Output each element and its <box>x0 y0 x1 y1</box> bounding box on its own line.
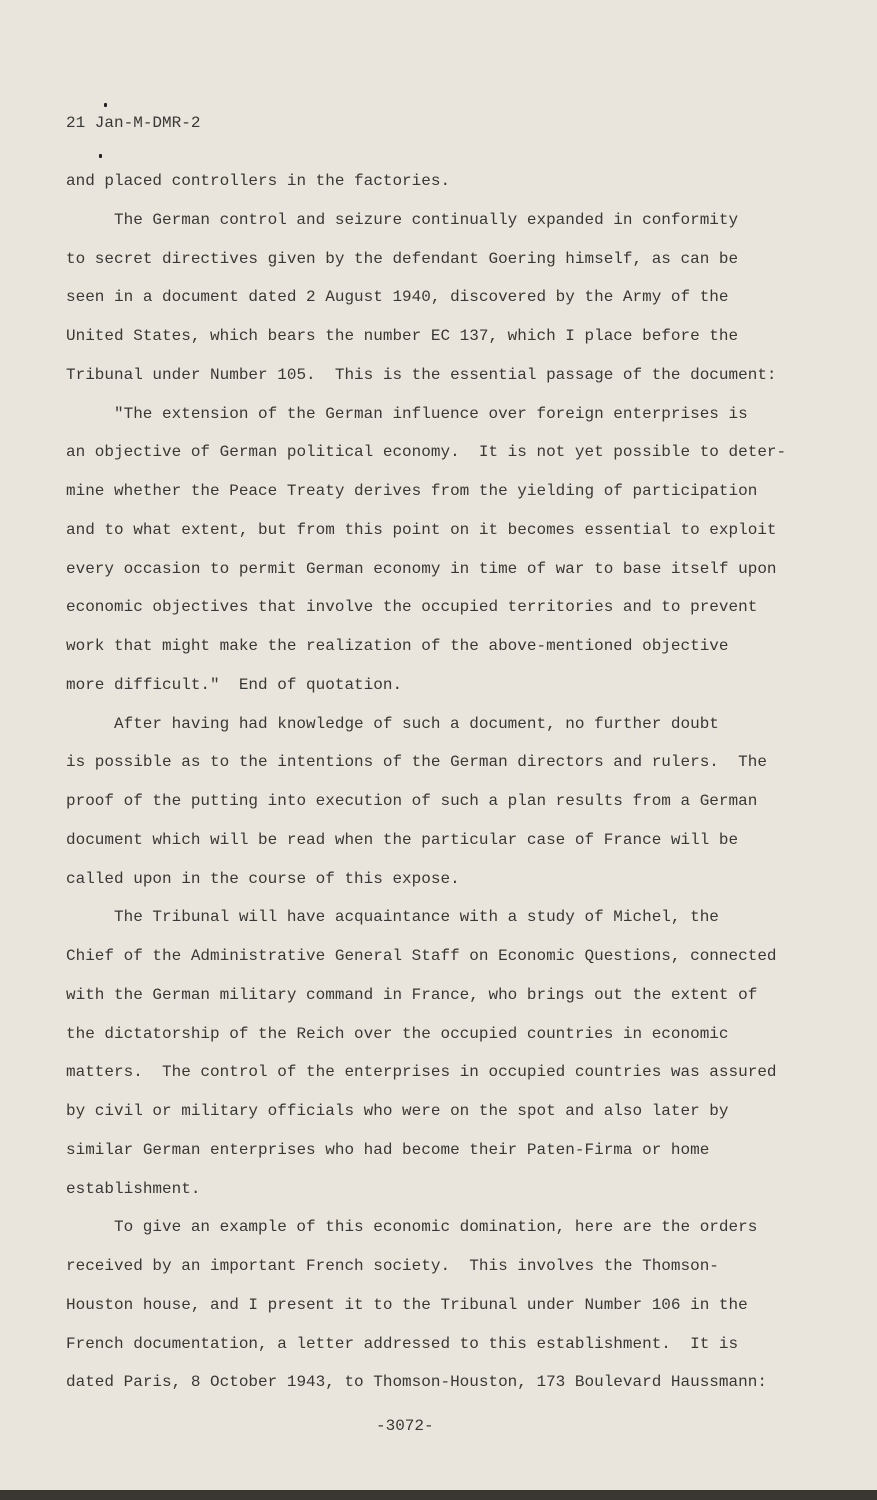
text-line: the dictatorship of the Reich over the occupied countries in economic <box>66 1024 729 1043</box>
text-line: establishment. <box>66 1179 201 1198</box>
text-line: Tribunal under Number 105. This is the essential passage of the document: <box>66 365 777 384</box>
text-line: The Tribunal will have acquaintance with a study of Michel, the <box>114 908 719 927</box>
text-line: is possible as to the intentions of the German directors and rulers. The <box>66 753 767 772</box>
text-line: The German control and seizure continually expanded in conformity <box>114 210 739 229</box>
text-line: document which will be read when the particular case of France will be <box>66 830 739 849</box>
text-line: similar German enterprises who had become their Paten-Firma or home <box>66 1140 710 1159</box>
text-line: French documentation, a letter addressed to this establishment. It is <box>66 1334 739 1353</box>
text-line: economic objectives that involve the occupied territories and to prevent <box>66 598 758 617</box>
text-line: dated Paris, 8 October 1943, to Thomson-Houston, 173 Boulevard Haussmann: <box>66 1373 767 1392</box>
text-line: seen in a document dated 2 August 1940, discovered by the Army of the <box>66 288 729 307</box>
text-line: to secret directives given by the defendant Goering himself, as can be <box>66 249 739 268</box>
text-line: more difficult." End of quotation. <box>66 675 403 694</box>
page-edge <box>0 1490 877 1500</box>
text-line: every occasion to permit German economy in time of war to base itself upon <box>66 559 777 578</box>
text-line: United States, which bears the number EC 137, which I place before the <box>66 327 739 345</box>
text-line: To give an example of this economic domination, here are the orders <box>114 1218 758 1237</box>
text-line: matters. The control of the enterprises in occupied countries was assured <box>66 1063 777 1082</box>
text-line: called upon in the course of this expose. <box>66 869 460 888</box>
text-line: with the German military command in France, who brings out the extent of <box>66 985 758 1004</box>
text-line: Houston house, and I present it to the Tribunal under Number 106 in the <box>66 1295 748 1314</box>
text-line: by civil or military officials who were on the spot and also later by <box>66 1102 729 1120</box>
text-line: mine whether the Peace Treaty derives from the yielding of participation <box>66 482 758 500</box>
text-line: and to what extent, but from this point on it becomes essential to exploit <box>66 520 777 539</box>
text-line: received by an important French society. This involves the Thomson- <box>66 1257 719 1275</box>
punch-mark <box>99 154 102 158</box>
page-number: -3072- <box>376 1417 434 1435</box>
punch-mark <box>104 103 107 107</box>
text-line: work that might make the realization of the above-mentioned objective <box>66 637 729 655</box>
text-line: After having had knowledge of such a document, no further doubt <box>114 714 719 733</box>
text-line: proof of the putting into execution of such a plan results from a German <box>66 792 758 810</box>
text-line: "The extension of the German influence over foreign enterprises is <box>114 404 748 423</box>
text-line: an objective of German political economy. It is not yet possible to deter- <box>66 443 787 462</box>
text-line: Chief of the Administrative General Staff on Economic Questions, connected <box>66 947 777 965</box>
document-header: 21 Jan-M-DMR-2 <box>66 114 201 132</box>
text-line: and placed controllers in the factories. <box>66 172 451 190</box>
